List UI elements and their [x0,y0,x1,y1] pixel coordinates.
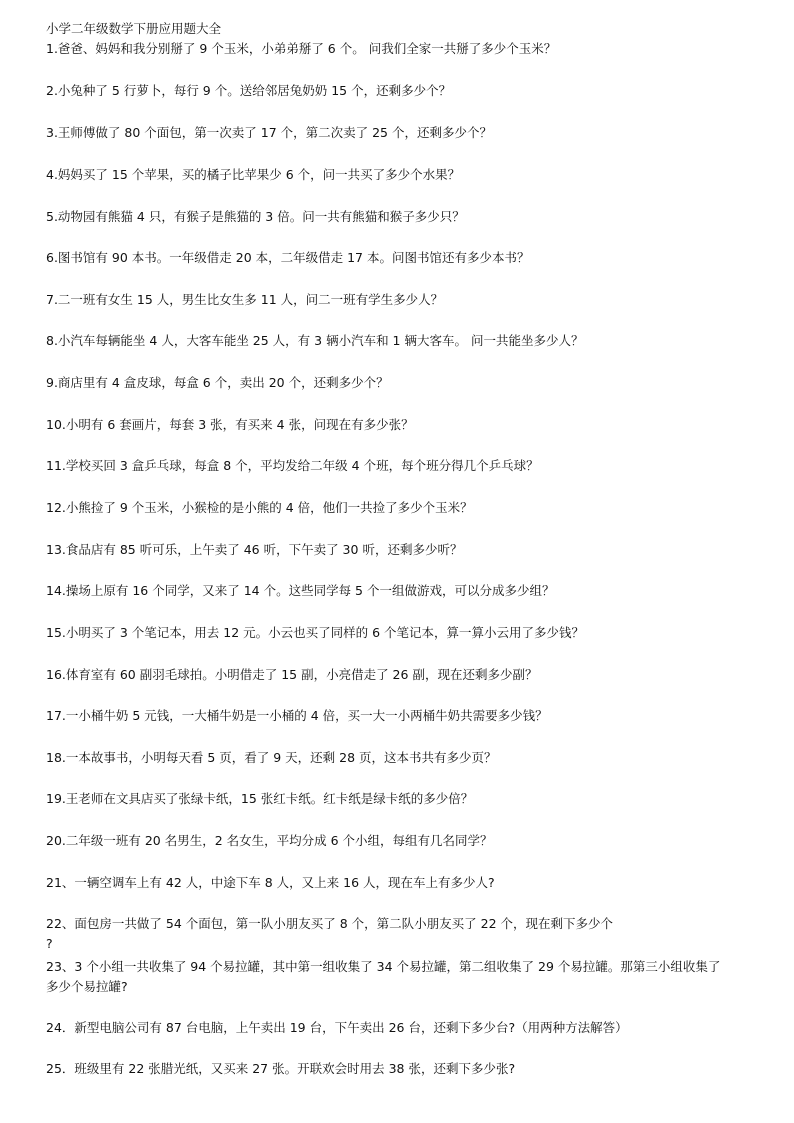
question-20: 20.二年级一班有 20 名男生，2 名女生，平均分成 6 个小组，每组有几名同学？ [46,833,493,848]
question-17: 17.一小桶牛奶 5 元钱，一大桶牛奶是一小桶的 4 倍，买一大一小两桶牛奶共需要多少钱？ [46,708,548,723]
question-23-line-2: 多少个易拉罐? [46,979,128,994]
question-5: 5.动物园有熊猫 4 只，有猴子是熊猫的 3 倍。问一共有熊猫和猴子多少只？ [46,209,465,224]
question-14: 14.操场上原有 16 个同学，又来了 14 个。这些同学每 5 个一组做游戏，可以分成多少组？ [46,583,555,598]
question-9: 9.商店里有 4 盒皮球，每盒 6 个，卖出 20 个，还剩多少个？ [46,375,389,390]
question-22 [46,914,768,954]
question-18: 18.一本故事书，小明每天看 5 页，看了 9 天，还剩 28 页，这本书共有多少页？ [46,750,497,765]
question-7: 7.二一班有女生 15 人，男生比女生多 11 人，问二一班有学生多少人？ [46,292,444,307]
question-21: 21、一辆空调车上有 42 人，中途下车 8 人，又上来 16 人，现在车上有多少人? [46,875,495,890]
question-23-line-1: 23、3 个小组一共收集了 94 个易拉罐，其中第一组收集了 34 个易拉罐，第二组收集了 29 个易拉罐。那第三小组收集了 [46,959,721,974]
question-15: 15.小明买了 3 个笔记本，用去 12 元。小云也买了同样的 6 个笔记本，算一算小云用了多少钱？ [46,625,585,640]
question-25: 25．班级里有 22 张腊光纸，又买来 27 张。开联欢会时用去 38 张，还剩下多少张? [46,1061,516,1076]
question-16: 16.体育室有 60 副羽毛球拍。小明借走了 15 副，小亮借走了 26 副，现在还剩多少副？ [46,667,538,682]
question-23 [46,957,768,997]
question-11: 11.学校买回 3 盒乒乓球，每盒 8 个，平均发给二年级 4 个班，每个班分得几个乒乓球？ [46,458,539,473]
question-22-line-2: ? [46,936,53,951]
question-3: 3.王师傅做了 80 个面包，第一次卖了 17 个，第二次卖了 25 个，还剩多少个？ [46,125,492,140]
question-22-line-1: 22、面包房一共做了 54 个面包，第一队小朋友买了 8 个，第二队小朋友买了 22 个，现在剩下多少个 [46,916,614,931]
question-4: 4.妈妈买了 15 个苹果，买的橘子比苹果少 6 个，问一共买了多少个水果？ [46,167,461,182]
question-24: 24．新型电脑公司有 87 台电脑，上午卖出 19 台，下午卖出 26 台，还剩下多少台?（用两种方法解答） [46,1020,628,1035]
document-title: 小学二年级数学下册应用题大全 [46,21,222,36]
question-8: 8.小汽车每辆能坐 4 人，大客车能坐 25 人，有 3 辆小汽车和 1 辆大客车。 问一共能坐多少人？ [46,333,584,348]
question-6: 6.图书馆有 90 本书。一年级借走 20 本，二年级借走 17 本。问图书馆还有多少本书？ [46,250,530,265]
question-19: 19.王老师在文具店买了张绿卡纸，15 张红卡纸。红卡纸是绿卡纸的多少倍？ [46,791,474,806]
question-2: 2.小兔种了 5 行萝卜，每行 9 个。送给邻居兔奶奶 15 个，还剩多少个？ [46,83,452,98]
question-13: 13.食品店有 85 听可乐，上午卖了 46 听，下午卖了 30 听，还剩多少听？ [46,542,463,557]
question-12: 12.小熊捡了 9 个玉米，小猴检的是小熊的 4 倍，他们一共捡了多少个玉米？ [46,500,473,515]
question-10: 10.小明有 6 套画片，每套 3 张，有买来 4 张，问现在有多少张？ [46,417,414,432]
question-1: 1.爸爸、妈妈和我分别掰了 9 个玉米，小弟弟掰了 6 个。 问我们全家一共掰了多少个玉米？ [46,41,557,56]
